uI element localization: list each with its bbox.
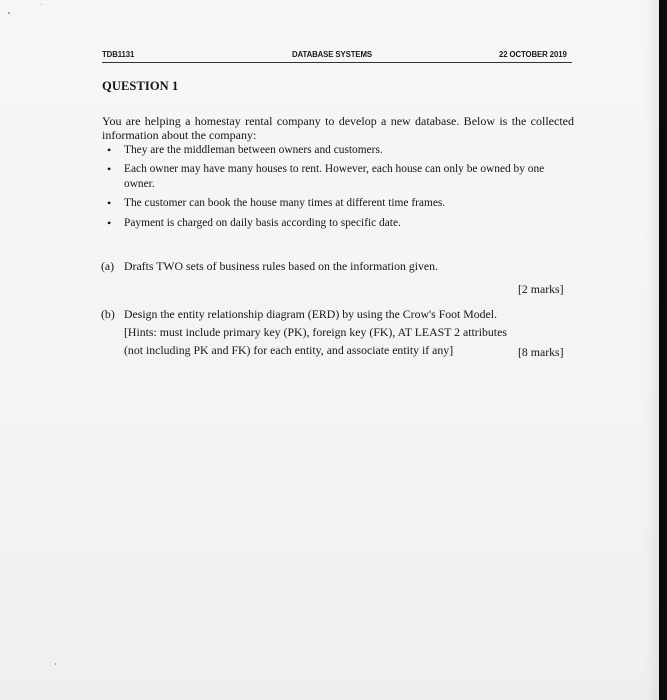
paper-speck (8, 12, 10, 14)
list-item (107, 143, 575, 158)
paper-speck (55, 663, 56, 665)
part-b-marks: [8 marks] (518, 345, 564, 359)
part-b-line2: [Hints: must include primary key (PK), foreign key (FK), AT LEAST 2 attributes (124, 325, 507, 339)
header-course-name: DATABASE SYSTEMS (292, 50, 372, 59)
header-course-code: TDB1131 (102, 50, 135, 59)
part-b-label: (b) (101, 307, 115, 321)
bullet-icon: • (107, 162, 112, 177)
paper-speck (41, 4, 42, 5)
list-item-text: Each owner may have many houses to rent. However, each house can only be owned by one owner. (124, 163, 545, 191)
list-item (107, 196, 575, 211)
question-title: QUESTION 1 (102, 79, 179, 93)
list-item (107, 216, 575, 231)
list-item-text: Payment is charged on daily basis according to specific date. (124, 216, 401, 229)
requirements-list (107, 143, 575, 235)
header-rule (102, 62, 572, 63)
page-edge-shadow (645, 0, 659, 700)
part-b-line1: Design the entity relationship diagram (ERD) by using the Crow's Foot Model. (124, 307, 498, 321)
bullet-icon: • (107, 215, 112, 230)
bullet-icon: • (107, 196, 112, 211)
part-b-line3: (not including PK and FK) for each entity, and associate entity if any] (124, 343, 454, 357)
part-a-marks: [2 marks] (518, 282, 564, 296)
list-item-text: The customer can book the house many times at different time frames. (124, 197, 446, 210)
list-item (107, 162, 575, 192)
list-item-text: They are the middleman between owners and customers. (124, 144, 383, 156)
header-date: 22 OCTOBER 2019 (499, 50, 567, 59)
part-a-text: Drafts TWO sets of business rules based on the information given. (124, 259, 438, 273)
bullet-icon: • (107, 143, 112, 157)
question-intro: You are helping a homestay rental company to develop a new database. Below is the collected information about the company: (102, 114, 574, 142)
part-a-label: (a) (101, 259, 115, 273)
